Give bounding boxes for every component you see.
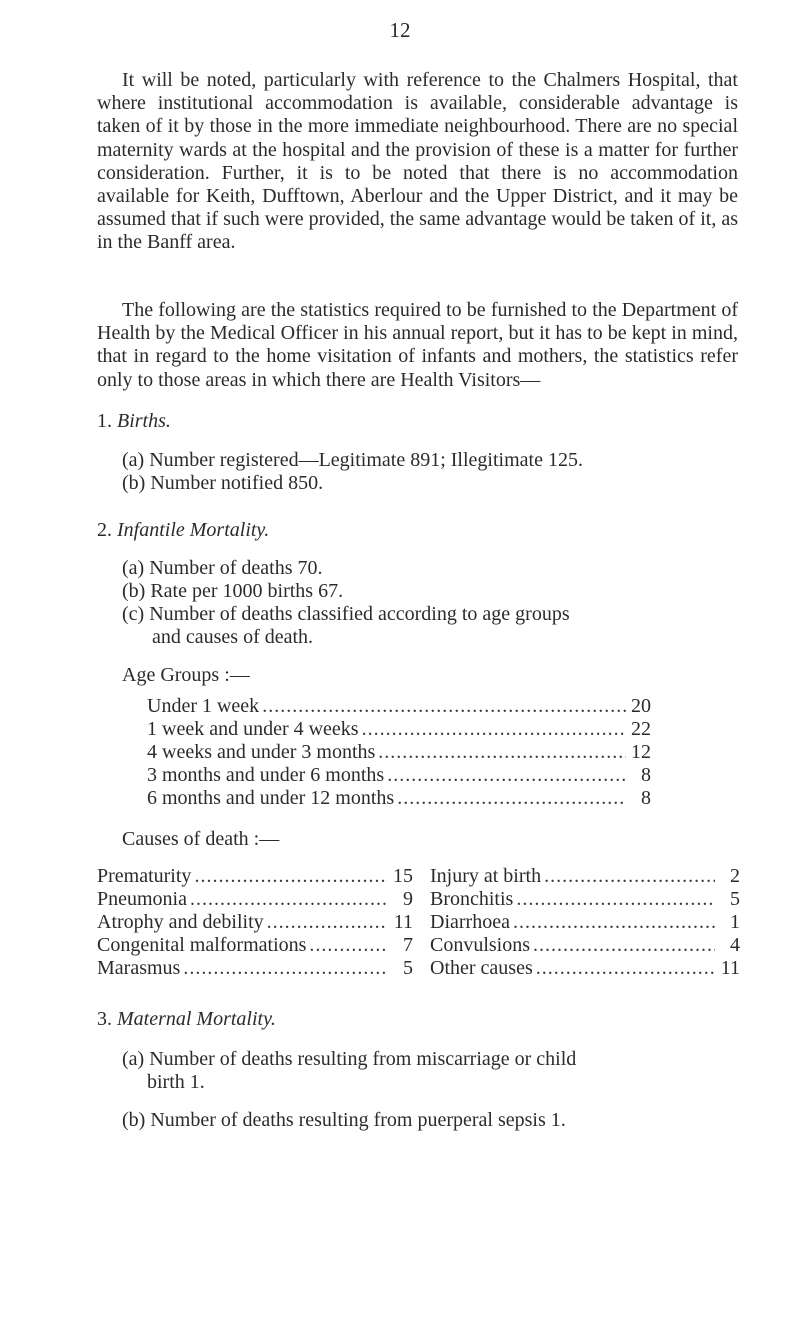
statistics-paragraph [97,299,738,392]
births-heading [97,410,171,433]
cause-label: Prematurity [97,865,192,887]
statistics-text: The following are the statistics required to be furnished to the Department of Health by the Medical Officer in his annual report, but it has to be kept in mind, that in regard to the home visitation of infants and mothers, the statistics refer only to those areas in which there are Health Visitors— [97,299,738,391]
births-number: 1. [97,410,112,432]
cause-value: 15 [393,865,413,887]
cause-value: 4 [730,934,740,956]
causes-heading: Causes of death :— [122,828,280,850]
infantile-deaths: (a) Number of deaths 70. [122,557,323,579]
age-label: Under 1 week [147,695,260,717]
age-row [147,718,651,741]
cause-value: 1 [730,911,740,933]
maternal-number: 3. [97,1008,112,1030]
cause-row-left [97,934,413,957]
cause-value: 11 [720,957,740,979]
cause-label: Diarrhoea [430,911,510,933]
cause-row-right [430,888,740,911]
age-label: 4 weeks and under 3 months [147,741,376,763]
age-row [147,695,651,718]
cause-label: Congenital malformations [97,934,307,956]
cause-row-right [430,911,740,934]
maternal-heading [97,1008,276,1031]
cause-label: Bronchitis [430,888,514,910]
cause-row-right [430,957,740,980]
age-groups-heading: Age Groups :— [122,664,250,686]
age-label: 1 week and under 4 weeks [147,718,359,740]
age-row [147,787,651,810]
cause-label: Convulsions [430,934,531,956]
cause-value: 7 [403,934,413,956]
page-number: 12 [389,18,411,42]
cause-row-left [97,865,413,888]
cause-row-left [97,911,413,934]
infantile-number: 2. [97,519,112,541]
infantile-title: Infantile Mortality. [117,519,270,541]
infantile-classified: (c) Number of deaths classified according to age groups [122,603,570,625]
intro-paragraph [97,69,738,255]
cause-value: 11 [393,911,413,933]
infantile-rate: (b) Rate per 1000 births 67. [122,580,344,602]
cause-row-right [430,934,740,957]
cause-row-left [97,957,413,980]
age-value: 12 [631,741,651,763]
cause-label: Atrophy and debility [97,911,264,933]
infantile-classified-cont: and causes of death. [152,626,314,648]
cause-label: Other causes [430,957,533,979]
age-label: 3 months and under 6 months [147,764,385,786]
age-value: 8 [641,764,651,786]
age-row [147,741,651,764]
cause-label: Marasmus [97,957,181,979]
cause-label: Pneumonia [97,888,187,910]
maternal-sepsis: (b) Number of deaths resulting from puerperal sepsis 1. [122,1109,566,1131]
maternal-miscarriage: (a) Number of deaths resulting from miscarriage or child [122,1048,577,1070]
age-value: 20 [631,695,651,717]
age-value: 8 [641,787,651,809]
age-value: 22 [631,718,651,740]
age-row [147,764,651,787]
cause-row-right [430,865,740,888]
births-title: Births. [117,410,171,432]
infantile-heading [97,519,269,542]
cause-row-left [97,888,413,911]
intro-text: It will be noted, particularly with reference to the Chalmers Hospital, that where institutional accommodation is available, considerable advantage is taken of it by those in the more immediate neighbourhood. There are no special maternity wards at the hospital and the provision of these is a matter for further consideration. Further, it is to be noted that there is no accommodation available for Keith, Dufftown, Aberlour and the Upper District, and it may be assumed that if such were provided, the same advantage would be taken of it, as in the Banff area. [97,69,738,254]
births-registered: (a) Number registered—Legitimate 891; Illegitimate 125. [122,449,583,471]
cause-value: 9 [403,888,413,910]
age-label: 6 months and under 12 months [147,787,395,809]
maternal-title: Maternal Mortality. [117,1008,276,1030]
maternal-miscarriage-cont: birth 1. [147,1071,205,1093]
cause-value: 5 [730,888,740,910]
cause-label: Injury at birth [430,865,542,887]
cause-value: 2 [730,865,740,887]
births-notified: (b) Number notified 850. [122,472,324,494]
cause-value: 5 [403,957,413,979]
